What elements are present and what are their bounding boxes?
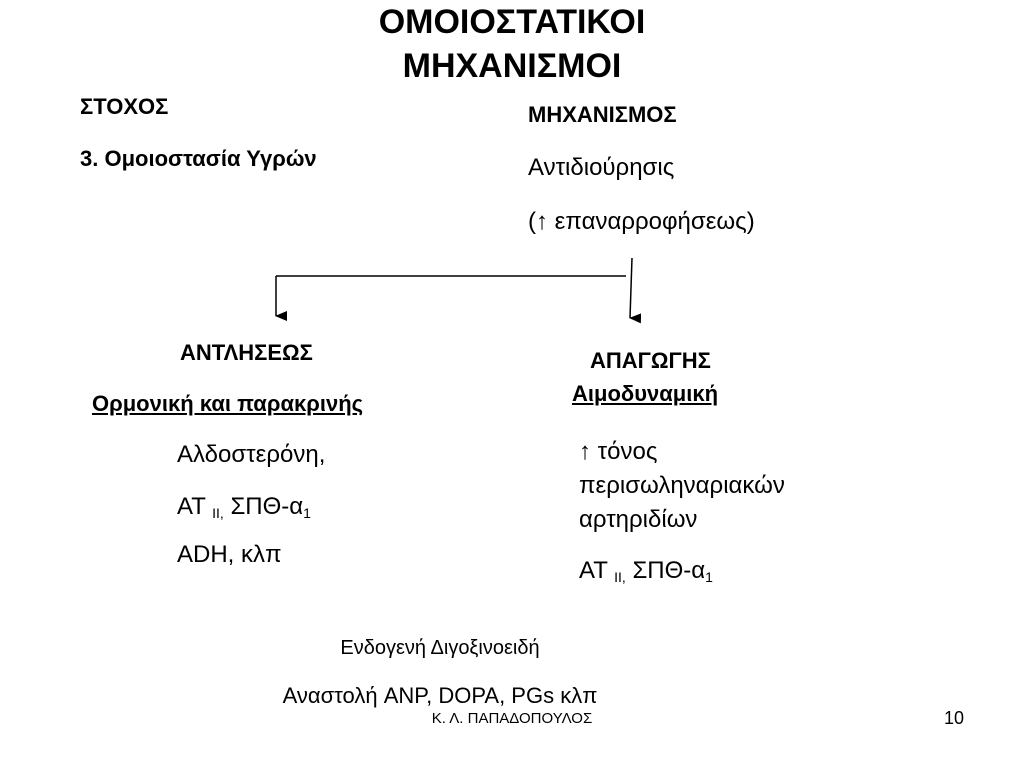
footer-author: Κ. Λ. ΠΑΠΑΔΟΠΟΥΛΟΣ xyxy=(431,710,593,727)
conduction-heading: ΑΠΑΓΩΓΗΣ xyxy=(590,348,711,373)
conduction-item-at2: AT $_{II,}$ ΣΠΘ-$\alpha_1$ xyxy=(579,557,713,585)
bottom-line2: Αναστολή ANP, DOPA, PGs κλπ xyxy=(282,683,598,708)
mechanism-heading: ΜΗΧΑΝΙΣΜΟΣ xyxy=(528,102,677,127)
pump-item-adh: ADH, κλπ xyxy=(177,541,282,568)
page-number: 10 xyxy=(944,708,965,728)
conduction-item-tone-line3: αρτηριδίων xyxy=(579,506,698,533)
conduction-subheading: Αιμοδυναμική xyxy=(572,381,719,406)
mechanism-line1: Αντιδιούρησις xyxy=(528,154,675,181)
goal-item: 3. Ομοιοστασία Υγρών xyxy=(80,146,317,171)
slide-title-line1: ΟΜΟΙΟΣΤΑΤΙΚΟΙ xyxy=(378,3,646,41)
conduction-item-tone-line2: περισωληναριακών xyxy=(579,472,785,499)
pump-item-at2: AT $_{II,}$ ΣΠΘ-$\alpha_1$ xyxy=(177,493,311,521)
bottom-line1: Ενδογενή Διγοξινοειδή xyxy=(340,637,540,659)
pump-subheading: Ορμονική και παρακρινής xyxy=(92,391,364,416)
goal-heading: ΣΤΟΧΟΣ xyxy=(80,94,169,119)
conduction-item-tone-line1: ↑ τόνος xyxy=(579,438,658,465)
slide-title-line2: ΜΗΧΑΝΙΣΜΟΙ xyxy=(402,47,622,85)
pump-item-aldosterone: Αλδοστερόνη, xyxy=(177,441,326,468)
mechanism-line2: (↑ επαναρροφήσεως) xyxy=(528,208,755,235)
connector-right-arrow xyxy=(630,258,632,318)
pump-heading: ΑΝΤΛΗΣΕΩΣ xyxy=(180,340,313,365)
